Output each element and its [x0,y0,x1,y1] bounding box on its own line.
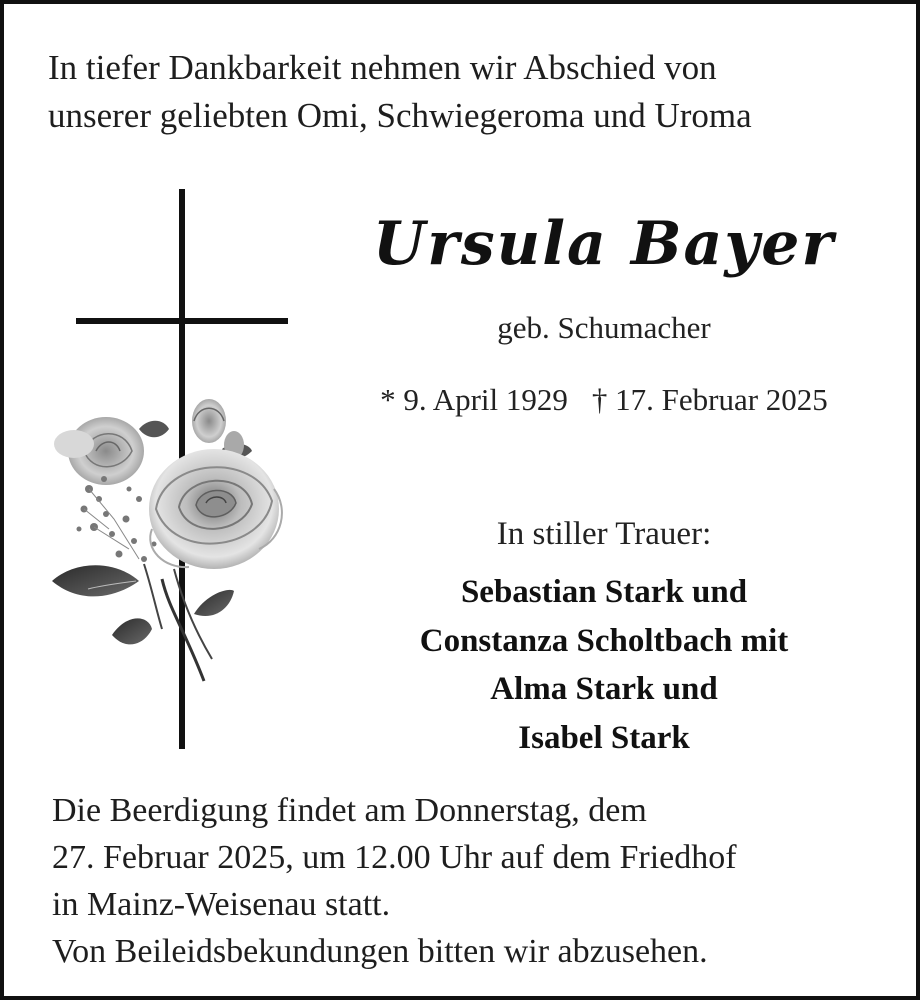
intro-text [48,44,888,140]
mourner-line: Alma Stark und [490,671,718,707]
mourning-label: In stiller Trauer: [496,516,712,552]
mourner-line: Constanza Scholtbach mit [419,622,789,659]
funeral-line: Die Beerdigung findet am Donnerstag, dem [52,792,647,829]
birth-date: * 9. April 1929 [380,382,568,417]
mourner-line: Sebastian Stark und [460,574,748,610]
death-date: † 17. Februar 2025 [591,382,828,417]
intro-line-1: In tiefer Dankbarkeit nehmen wir Abschied von [48,48,717,87]
maiden-name: geb. Schumacher [497,310,711,345]
funeral-line: in Mainz-Weisenau statt. [52,886,391,923]
funeral-details [52,787,892,975]
deceased-name: Ursula Bayer [372,209,836,279]
mourners-list [334,568,874,762]
rose-bouquet-icon [52,399,282,681]
intro-line-2: unserer geliebten Omi, Schwiegeroma und Uroma [48,96,752,135]
mourner-line: Isabel Stark [518,719,690,756]
funeral-line: 27. Februar 2025, um 12.00 Uhr auf dem Friedhof [52,839,737,876]
cross-with-roses-illustration [44,189,304,754]
life-dates [324,379,884,421]
funeral-line: Von Beileidsbekundungen bitten wir abzusehen. [52,933,708,970]
